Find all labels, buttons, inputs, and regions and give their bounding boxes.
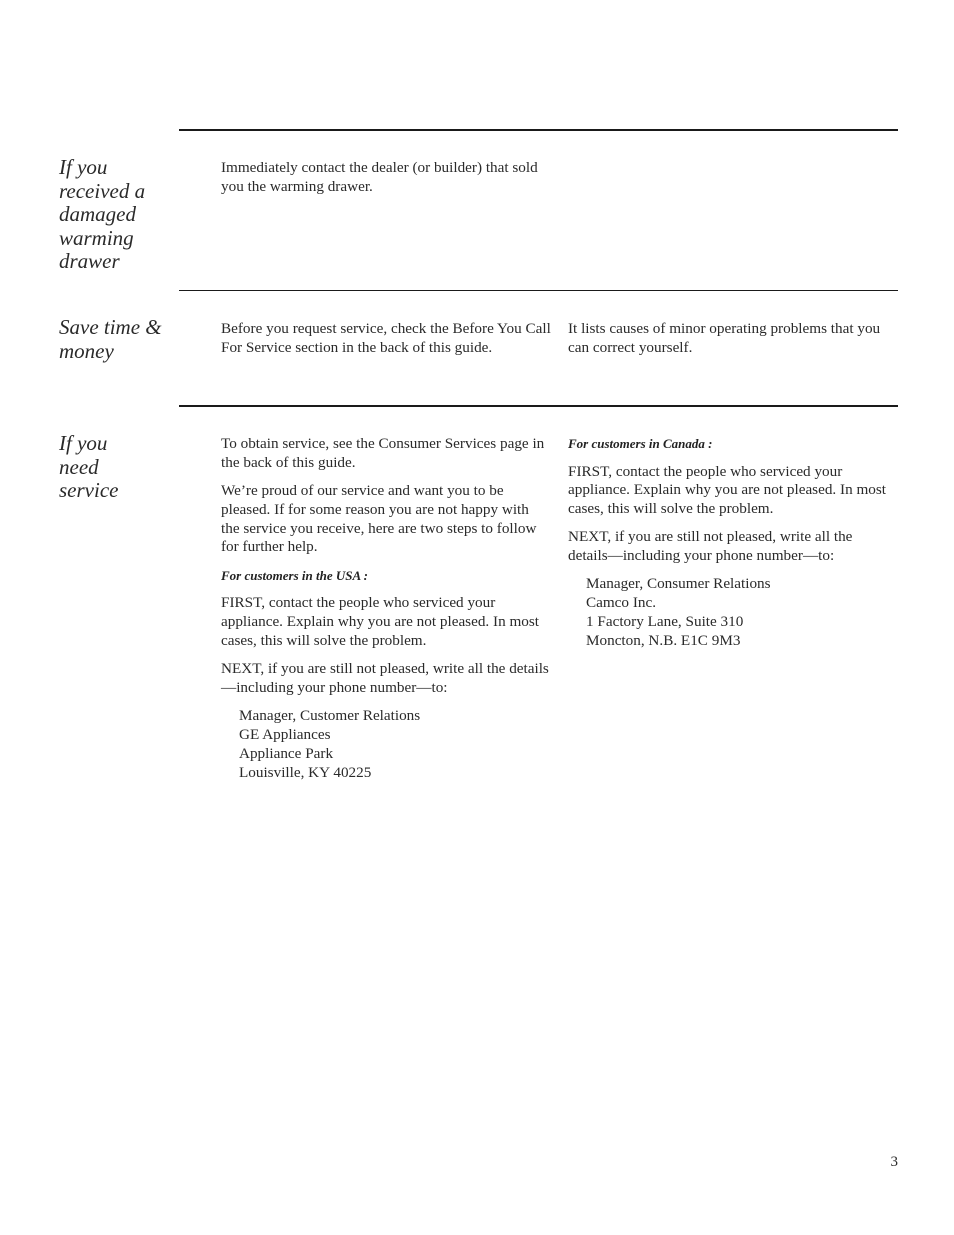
usa-heading: For customers in the USA : [221,567,369,583]
canada-address-line: Moncton, N.B. E1C 9M3 [586,631,741,649]
service-proud-paragraph: We’re proud of our service and want you to be pleased. If for some reason you are not happy with the service you receive, here are two steps to follow for further help. [221,482,537,556]
service-intro-paragraph: To obtain service, see the Consumer Services page in the back of this guide. [221,435,545,471]
section-divider-1 [179,290,898,291]
usa-address-line: Louisville, KY 40225 [239,763,372,781]
canada-address [586,575,893,650]
section-divider-2 [179,405,898,407]
usa-address-line: GE Appliances [239,726,331,744]
page-number: 3 [890,1154,898,1170]
usa-first-paragraph: FIRST, contact the people who serviced your appliance. Explain why you are not pleased. In most cases, this will solve the problem. [221,594,540,649]
need-service-right-column [568,435,893,651]
canada-address-line: Camco Inc. [586,594,657,612]
usa-next-paragraph: NEXT, if you are still not pleased, write all the details—including your phone number—to: [221,660,549,696]
damaged-drawer-paragraph: Immediately contact the dealer (or builder) that sold you the warming drawer. [221,159,538,195]
canada-first-paragraph: FIRST, contact the people who serviced your appliance. Explain why you are not pleased. In most cases, this will solve the problem. [568,462,887,518]
damaged-drawer-text [221,159,551,206]
canada-address-line: 1 Factory Lane, Suite 310 [586,613,744,631]
usa-address-line: Appliance Park [239,744,334,762]
top-divider [179,129,898,131]
save-time-left-text [221,320,551,367]
section-title-save-time: Save time & money [59,315,162,363]
usa-address [239,707,551,782]
canada-next-paragraph: NEXT, if you are still not pleased, write all the details—including your phone number—to: [568,528,853,565]
save-time-left-paragraph: Before you request service, check the Before You Call For Service section in the back of this guide. [221,320,551,356]
save-time-right-text [568,320,893,367]
section-title-damaged-drawer: If you received a damaged warming drawer [59,155,146,273]
canada-heading: For customers in Canada : [568,436,713,451]
usa-address-line: Manager, Customer Relations [239,707,421,725]
section-title-need-service: If you need service [59,431,119,502]
canada-address-line: Manager, Consumer Relations [586,575,771,593]
save-time-right-paragraph: It lists causes of minor operating problems that you can correct yourself. [568,320,881,356]
need-service-left-column [221,435,551,782]
